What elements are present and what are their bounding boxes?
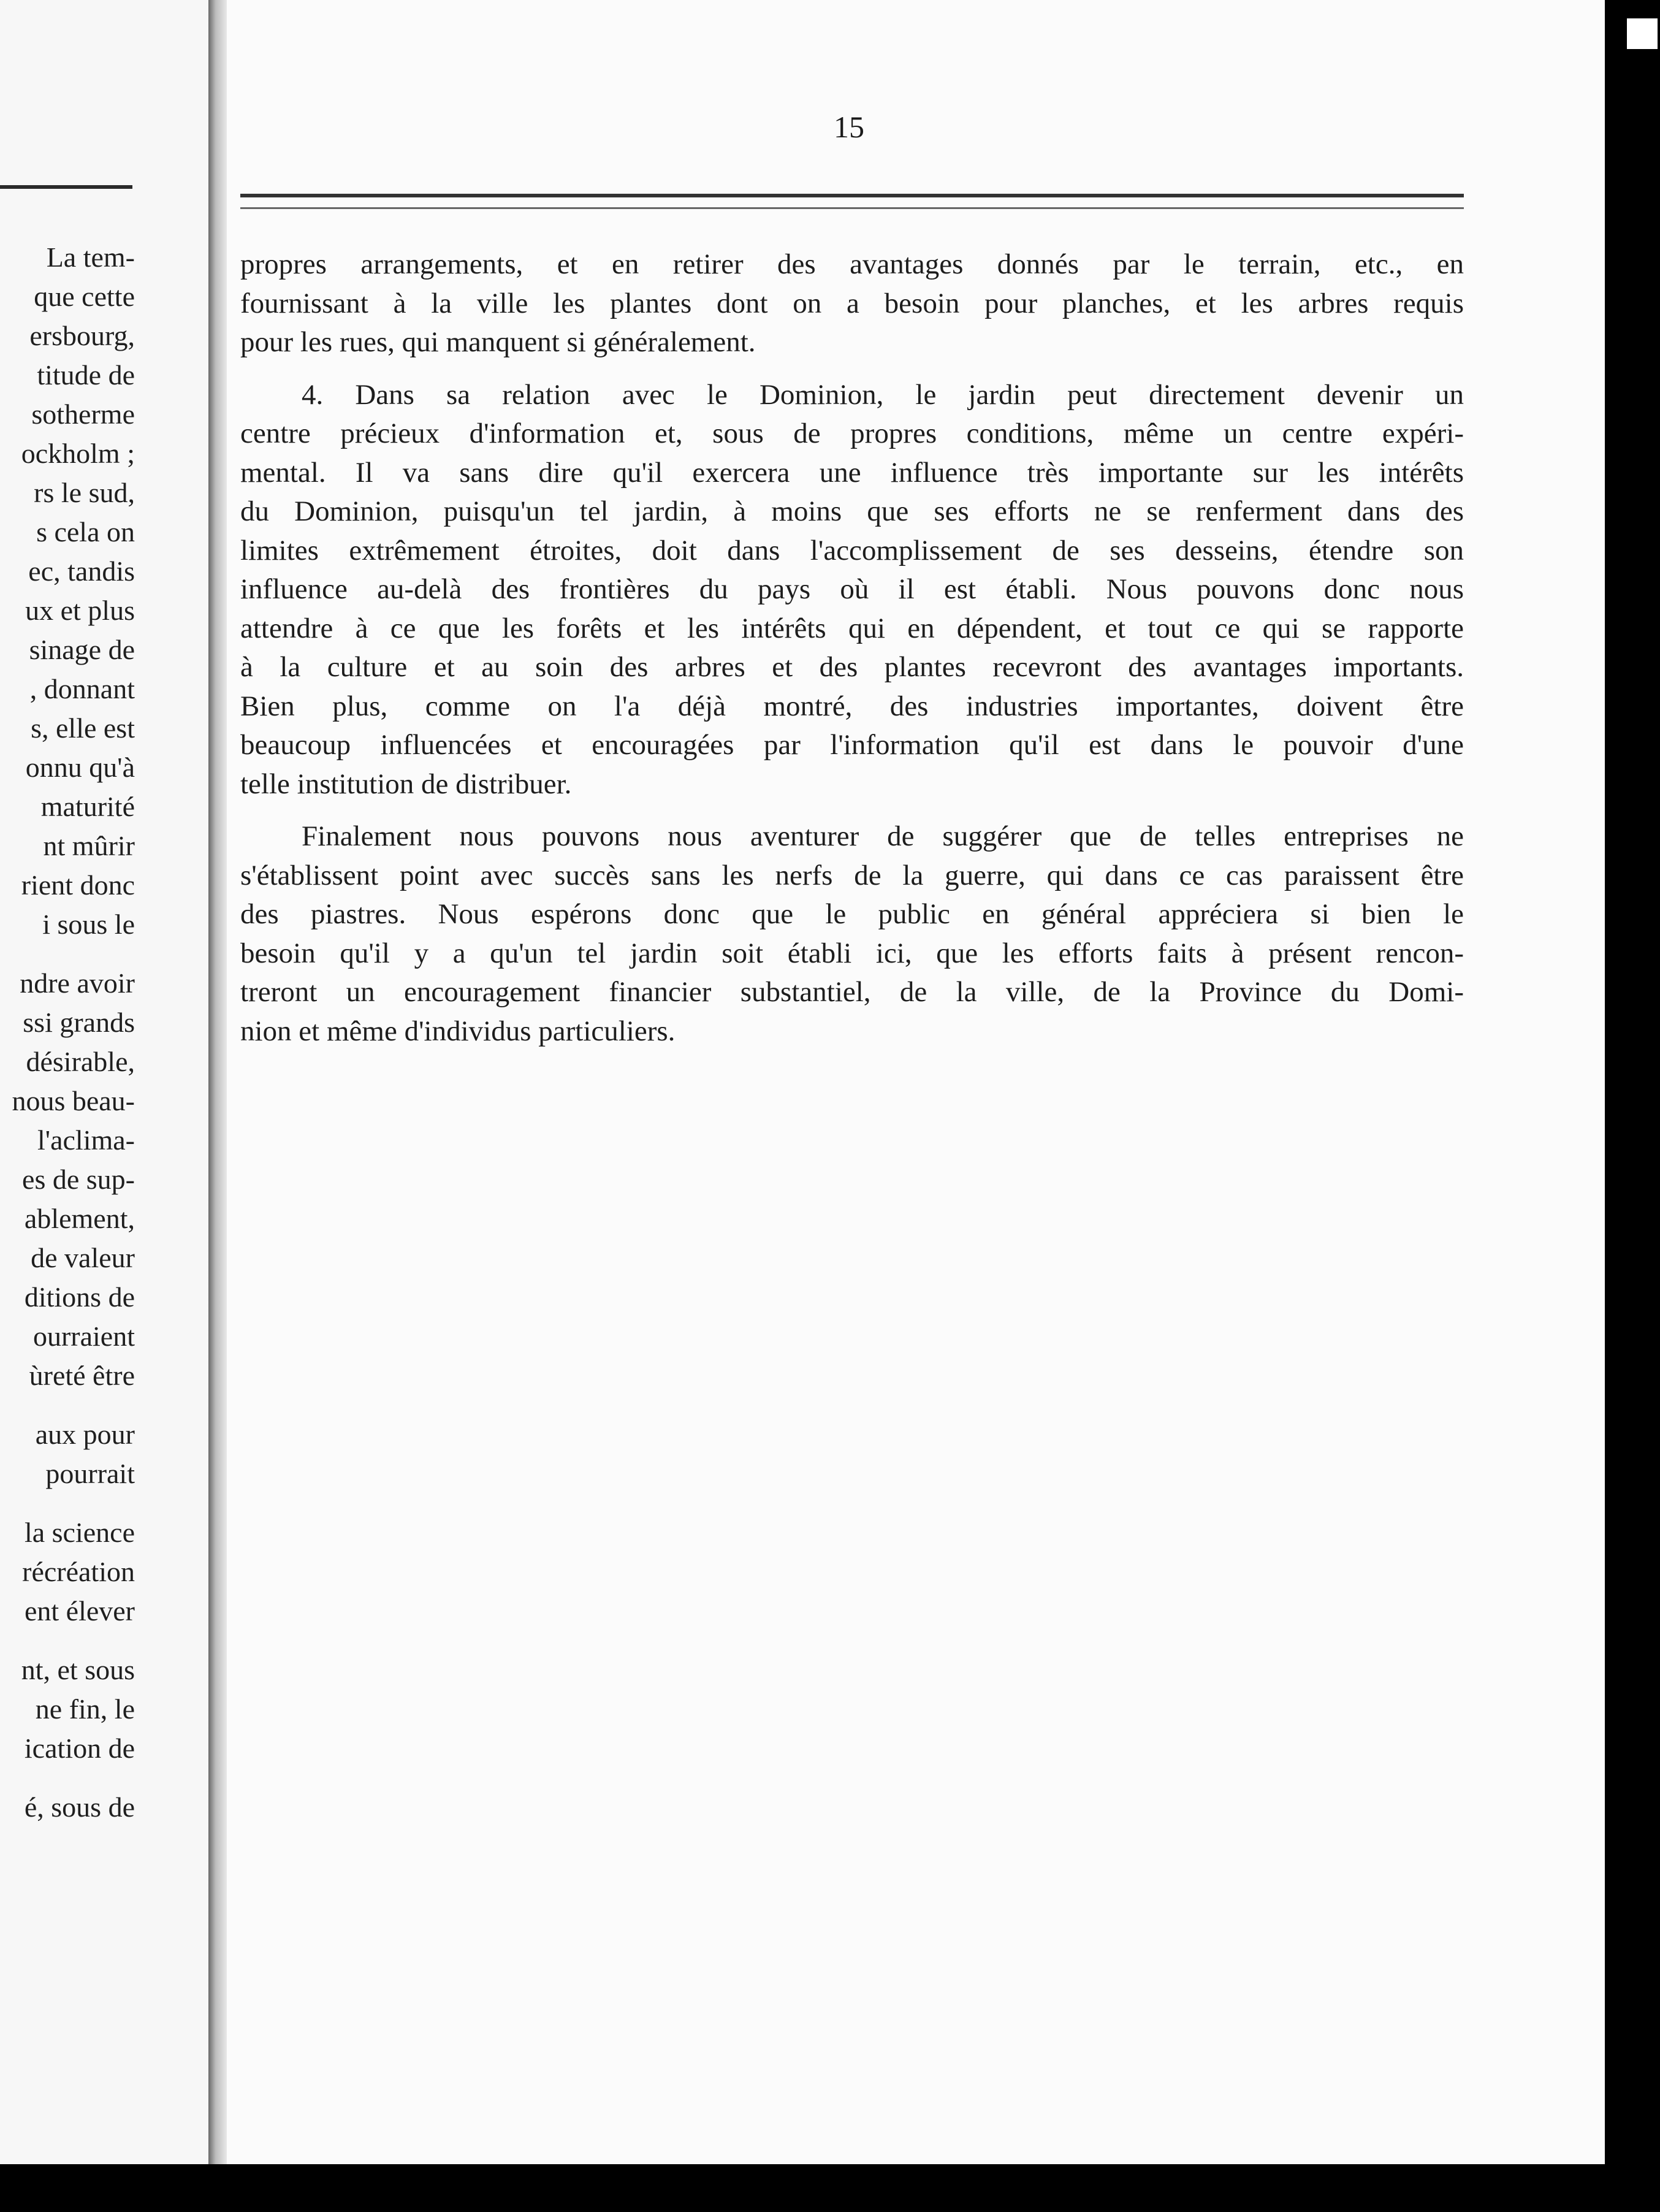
text-line: s'établissent point avec succès sans les nerfs de la guerre, qui dans ce cas paraissent être xyxy=(240,859,1464,891)
text-line: influence au-delà des frontières du pays où il est établi. Nous pouvons donc nous xyxy=(240,573,1464,605)
text-line: 4. Dans sa relation avec le Dominion, le jardin peut directement devenir un xyxy=(302,378,1464,411)
left-column-line: ent élever xyxy=(24,1595,135,1627)
text-line: limites extrêmement étroites, doit dans l'accomplissement de ses desseins, étendre son xyxy=(240,534,1464,566)
text-line: centre précieux d'information et, sous de propres conditions, même un centre expéri- xyxy=(240,418,1464,449)
left-column-line: , donnant xyxy=(29,673,135,704)
left-page-fragment xyxy=(0,0,208,2164)
header-rule-thin xyxy=(240,207,1464,209)
scan-corner-mark xyxy=(1627,18,1658,49)
page-number: 15 xyxy=(834,110,864,144)
header-rule xyxy=(240,194,1464,197)
text-line: pour les rues, qui manquent si généralement. xyxy=(240,326,756,358)
left-column-line: ersbourg, xyxy=(29,320,135,351)
left-column-text xyxy=(0,238,135,1827)
paragraph-gap xyxy=(240,362,1464,376)
paragraph xyxy=(240,376,1464,804)
left-column-line: ndre avoir xyxy=(20,967,135,999)
text-line: des piastres. Nous espérons donc que le public en général appréciera si bien le xyxy=(240,898,1464,930)
left-column-line: l'aclima- xyxy=(37,1124,135,1156)
text-line: treront un encouragement financier substantiel, de la ville, de la Province du Domi- xyxy=(240,976,1464,1008)
left-column-line: onnu qu'à xyxy=(25,752,135,783)
left-column-line: i sous le xyxy=(42,909,135,940)
left-column-line: é, sous de xyxy=(24,1791,135,1823)
left-column-line: ne fin, le xyxy=(35,1693,135,1725)
left-column-line: rs le sud, xyxy=(34,477,135,508)
left-column-line: ditions de xyxy=(24,1281,135,1313)
left-column-line: aux pour xyxy=(35,1419,135,1450)
text-line: fournissant à la ville les plantes dont on a besoin pour planches, et les arbres requis xyxy=(240,287,1464,319)
text-line: Bien plus, comme on l'a déjà montré, des industries importantes, doivent être xyxy=(240,690,1464,722)
left-column-line: pourrait xyxy=(45,1458,135,1489)
left-column-line: ication de xyxy=(24,1733,135,1764)
left-column-line: la science xyxy=(24,1517,135,1548)
left-column-line: ockholm ; xyxy=(21,438,135,469)
left-column-line: récréation xyxy=(22,1556,135,1587)
left-column-line: La tem- xyxy=(46,242,135,273)
scan-right-border xyxy=(1605,0,1660,2212)
paragraph xyxy=(240,245,1464,362)
text-line: nion et même d'individus particuliers. xyxy=(240,1015,676,1047)
main-page xyxy=(227,0,1605,2164)
paragraph xyxy=(240,817,1464,1051)
text-line: besoin qu'il y a qu'un tel jardin soit établi ici, que les efforts faits à présent rencon- xyxy=(240,937,1464,969)
paragraph-gap xyxy=(240,804,1464,817)
left-column-line: de valeur xyxy=(31,1242,135,1273)
left-column-line: ssi grands xyxy=(23,1007,135,1038)
left-column-line: maturité xyxy=(40,791,135,822)
left-column-line: nt, et sous xyxy=(21,1654,135,1685)
left-column-line: titude de xyxy=(37,359,135,391)
left-column-blank xyxy=(0,1395,135,1415)
scan-bottom-border xyxy=(0,2164,1660,2212)
left-column-line: ablement, xyxy=(24,1203,135,1234)
text-line: à la culture et au soin des arbres et des plantes recevront des avantages importants. xyxy=(240,651,1464,683)
text-line: mental. Il va sans dire qu'il exercera une influence très importante sur les intérêts xyxy=(240,456,1464,489)
left-column-line: nous beau- xyxy=(12,1085,135,1116)
text-line: Finalement nous pouvons nous aventurer de suggérer que de telles entreprises ne xyxy=(302,820,1464,852)
left-column-blank xyxy=(0,1493,135,1513)
book-gutter xyxy=(208,0,227,2164)
left-column-line: ux et plus xyxy=(25,595,135,626)
body-text xyxy=(240,245,1464,1051)
left-column-blank xyxy=(0,944,135,964)
text-line: attendre à ce que les forêts et les intérêts qui en dépendent, et tout ce qui se rapporte xyxy=(240,612,1464,644)
left-column-line: que cette xyxy=(34,281,135,312)
left-column-line: s cela on xyxy=(36,516,135,547)
left-column-blank xyxy=(0,1631,135,1650)
text-line: telle institution de distribuer. xyxy=(240,768,572,800)
left-column-line: nt mûrir xyxy=(43,830,135,861)
left-column-line: sinage de xyxy=(29,634,135,665)
left-column-line: rient donc xyxy=(21,869,135,901)
left-column-line: ùreté être xyxy=(29,1360,135,1391)
text-line: beaucoup influencées et encouragées par l'information qu'il est dans le pouvoir d'une xyxy=(240,729,1464,761)
left-column-line: désirable, xyxy=(26,1046,135,1077)
left-column-line: s, elle est xyxy=(31,712,135,744)
left-column-line: ourraient xyxy=(32,1321,135,1352)
text-line: propres arrangements, et en retirer des avantages donnés par le terrain, etc., en xyxy=(240,248,1464,280)
left-column-line: sotherme xyxy=(31,399,135,430)
left-header-rule xyxy=(0,185,132,191)
left-column-line: es de sup- xyxy=(22,1164,135,1195)
left-column-line: ec, tandis xyxy=(28,555,135,587)
left-column-blank xyxy=(0,1768,135,1788)
text-line: du Dominion, puisqu'un tel jardin, à moins que ses efforts ne se renferment dans des xyxy=(240,495,1464,527)
